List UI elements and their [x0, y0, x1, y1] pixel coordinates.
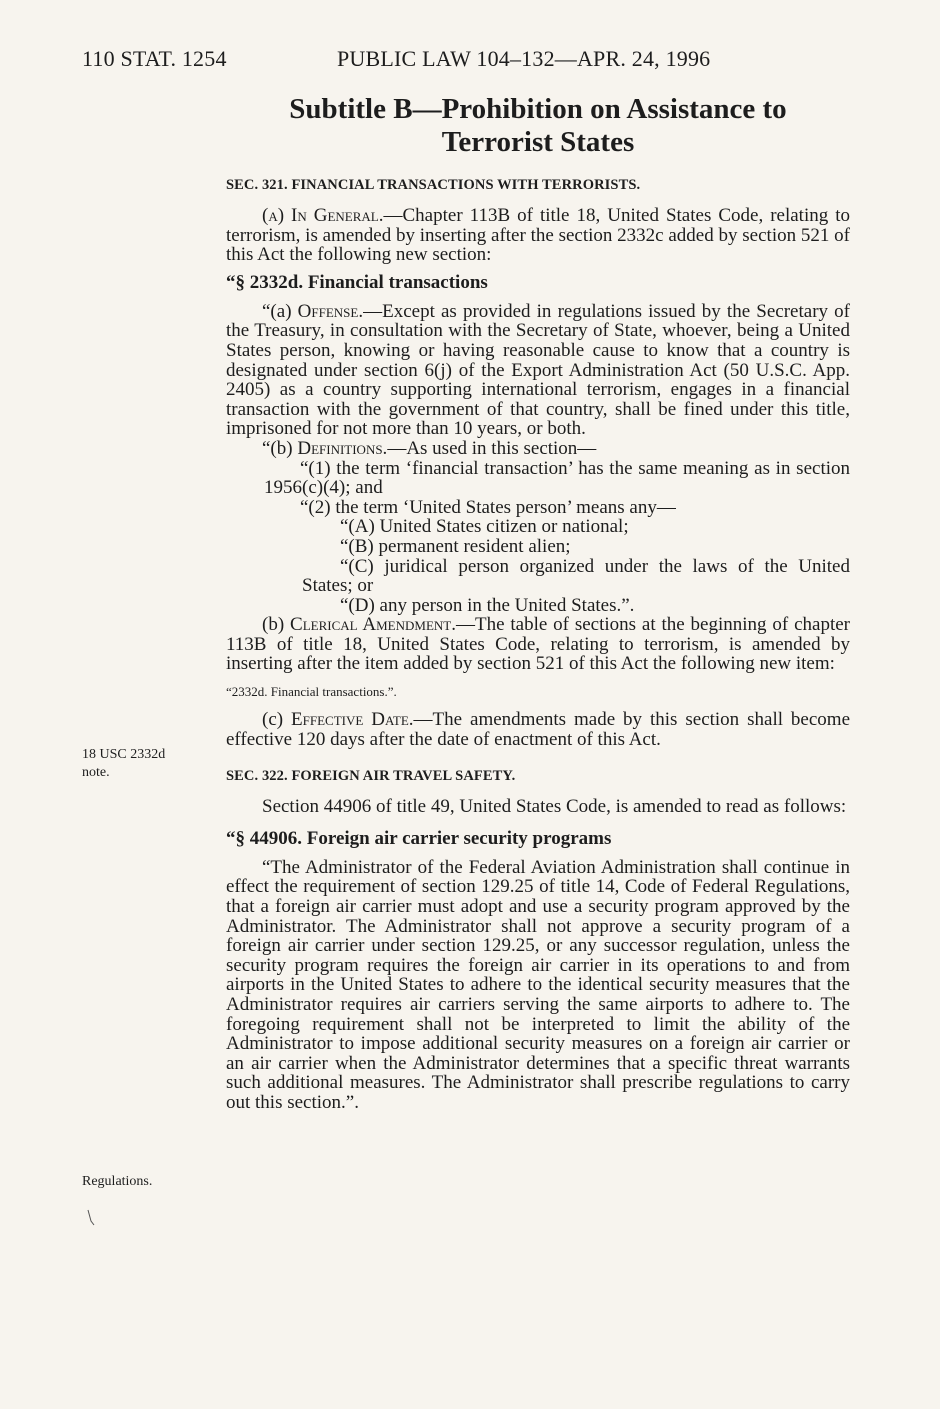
main-text [226, 176, 850, 1113]
offense-open: “(a) [262, 300, 298, 322]
margin-note-usc [82, 746, 165, 782]
stray-mark-icon [86, 1208, 96, 1228]
stat-page-number: 110 STAT. 1254 [82, 46, 227, 71]
effective-label: Effective Date. [291, 709, 414, 731]
section-44906-body: “The Administrator of the Federal Aviation Administration shall continue in effect the requirement of section 129.25 of title 14, Code of Federal Regulations, that a foreign air carrier must adopt and use a security program approved by the Administrator. The Administrator shall not approve a security program of a foreign air carrier under section 129.25, or any successor regulation, unless the security program requires the foreign air carrier in its operations to and from airports in the United States to adhere to the identical security measures that the Administrator requires air carriers serving the same airports to adhere to. The foregoing requirement shall not be interpreted to limit the ability of the Administrator to impose additional security measures on a foreign air carrier or an air carrier when the Administrator determines that a specific threat warrants such additional measures. The Administrator shall prescribe regulations to carry out this section.”. [226, 856, 850, 1113]
sec-321-a-paragraph [226, 206, 850, 265]
clerical-text: —The table of sections at the beginning of chapter 113B of title 18, United States Code, relating to terrorism, is amended by inserting after the item added by section 521 of this Act the following new item: [226, 614, 850, 675]
subtitle-line-2: Terrorist States [441, 126, 635, 158]
definition-2: “(2) the term ‘United States person’ means any— [300, 496, 676, 518]
sec-322-heading: SEC. 322. FOREIGN AIR TRAVEL SAFETY. [226, 768, 516, 785]
clerical-label: Clerical Amendment. [290, 614, 456, 636]
clerical-open: (b) [262, 614, 291, 636]
section-44906-title: “§ 44906. Foreign air carrier security programs [226, 827, 612, 849]
effective-open: (c) [262, 709, 292, 731]
definitions-text: —As used in this section— [387, 437, 597, 459]
sec-321-a-text: —Chapter 113B of title 18, United States Code, relating to terrorism, is amended by inserting after the section 2332c added by section 521 of this Act the following new section: [226, 205, 850, 266]
definitions-open: “(b) [262, 437, 298, 459]
effective-date-paragraph [226, 710, 850, 749]
subtitle-line-1: Subtitle B—Prohibition on Assistance to [289, 93, 787, 125]
clerical-amendment-paragraph [226, 615, 850, 674]
definitions-paragraph [226, 439, 850, 459]
margin-note-usc-line-2: note. [82, 765, 110, 780]
definition-b: “(B) permanent resident alien; [340, 535, 571, 557]
definition-c: “(C) juridical person organized under the laws of the United States; or [302, 555, 850, 597]
offense-label: Offense. [297, 300, 364, 322]
definitions-label: Definitions. [297, 437, 388, 459]
offense-text: —Except as provided in regulations issued by the Secretary of the Treasury, in consultation with the Secretary of State, whoever, being a United States person, knowing or having reasonable cause to know that a country is designated under section 6(j) of the Export Administration Act (50 U.S.C. App. 2405) as a country supporting international terrorism, engages in a financial transaction with the government of that country, shall be fined under this title, imprisoned for not more than 10 years, or both. [226, 300, 850, 440]
definition-a: “(A) United States citizen or national; [340, 516, 629, 538]
sec-321-heading: SEC. 321. FINANCIAL TRANSACTIONS WITH TERRORISTS. [226, 177, 641, 193]
margin-note-usc-line-1: 18 USC 2332d [82, 747, 166, 762]
offense-paragraph [226, 302, 850, 439]
effective-text: —The amendments made by this section shall become effective 120 days after the date of enactment of this Act. [226, 709, 851, 750]
definition-d: “(D) any person in the United States.”. [340, 594, 635, 616]
margin-note-regulations: Regulations. [82, 1174, 153, 1189]
sec-321-a-label: (a) In General. [262, 205, 384, 226]
new-table-item: “2332d. Financial transactions.”. [226, 684, 397, 700]
public-law-date: PUBLIC LAW 104–132—APR. 24, 1996 [337, 46, 711, 71]
sec-322-intro: Section 44906 of title 49, United States Code, is amended to read as follows: [262, 796, 847, 818]
section-2332d-title: “§ 2332d. Financial transactions [226, 271, 488, 293]
subtitle-heading [226, 93, 850, 159]
definition-1: “(1) the term ‘financial transaction’ has the same meaning as in section 1956(c)(4); and [264, 457, 850, 499]
